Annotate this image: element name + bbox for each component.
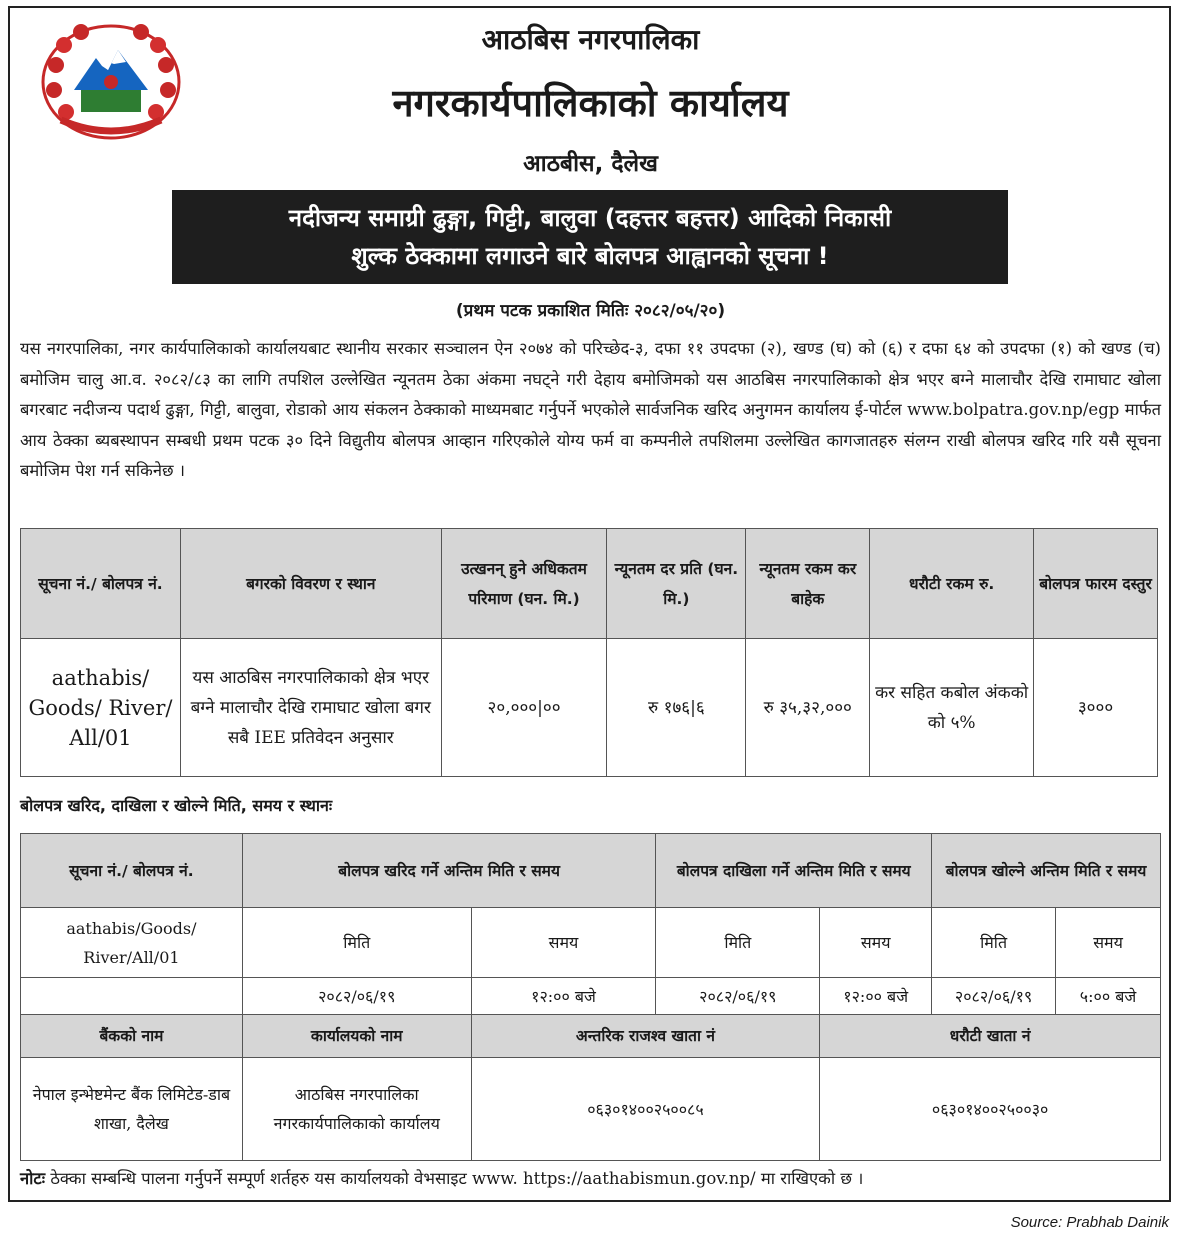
intro-paragraph: यस नगरपालिका, नगर कार्यपालिकाको कार्यालयबाट स्थानीय सरकार सञ्चालन ऐन २०७४ को परिच्छेद-३, दफा ११ उपदफा (२), खण्ड (घ) को (६) र दफा ६४ को उपदफा (१) को खण्ड (च) बमोजिम चालु आ.व. २०८२/८३ का लागि तपशिल उल्लेखित न्यूनतम ठेका अंकमा नघट्ने गरी देहाय बमोजिमको यस आठबिस नगरपालिकाको क्षेत्र भएर बग्ने मालाचौर देखि रामाघाट खोला बगरबाट नदीजन्य पदार्थ ढुङ्गा, गिट्टी, बालुवा, रोडाको आय संकलन ठेक्काको माध्यमबाट गर्नुपर्ने भएकोले सार्वजनिक खरिद अनुगमन कार्यालय ई-पोर्टल www.bolpatra.gov.np/egp मार्फत आय ठेक्का ब्यबस्थापन सम्बधी प्रथम पटक ३० दिने विद्युतीय बोलपत्र आव्हान गरिएकोले योग्य फर्म वा कम्पनीले तपशिलमा उल्लेखित कागजातहरु संलग्न राखी बोलपत्र खरिद गरि यसै सूचना बमोजिम पेश गर्न सकिनेछ । xyxy=(20,339,1161,480)
th-notice-no-2: सूचना नं./ बोलपत्र नं. xyxy=(21,834,243,908)
purchase-date: २०८२/०६/१९ xyxy=(242,978,471,1015)
cell-notice-no: aathabis/ Goods/ River/ All/01 xyxy=(21,639,181,777)
th-description: बगरको विवरण र स्थान xyxy=(180,529,441,639)
cell-min-amount: रु ३५,३२,००० xyxy=(746,639,870,777)
submit-time: १२:०० बजे xyxy=(820,978,932,1015)
cell-notice-no-2: aathabis/Goods/ River/All/01 xyxy=(21,908,243,978)
th-deposit: धरौटी रकम रु. xyxy=(870,529,1034,639)
th-min-amount: न्यूनतम रकम कर बाहेक xyxy=(746,529,870,639)
th-form-fee: बोलपत्र फारम दस्तुर xyxy=(1034,529,1158,639)
note-label: नोटः xyxy=(20,1169,46,1188)
office-title: नगरकार्यपालिकाको कार्यालय xyxy=(392,81,789,125)
cell-empty xyxy=(21,978,243,1015)
schedule-table xyxy=(20,833,1161,1161)
th-notice-no: सूचना नं./ बोलपत्र नं. xyxy=(21,529,181,639)
purchase-time: १२:०० बजे xyxy=(471,978,656,1015)
cell-form-fee: ३००० xyxy=(1034,639,1158,777)
submit-date-label: मिति xyxy=(656,908,820,978)
cell-office: आठबिस नगरपालिका नगरकार्यपालिकाको कार्यालय xyxy=(242,1058,471,1161)
th-deposit-account: धरौटी खाता नं xyxy=(820,1015,1161,1058)
cell-deposit: कर सहित कबोल अंकको को ५% xyxy=(870,639,1034,777)
source-credit: Source: Prabhab Dainik xyxy=(1010,1214,1169,1231)
purchase-time-label: समय xyxy=(471,908,656,978)
submit-date: २०८२/०६/१९ xyxy=(656,978,820,1015)
th-max-quantity: उत्खनन् हुने अधिकतम परिमाण (घन. मि.) xyxy=(441,529,607,639)
th-office: कार्यालयको नाम xyxy=(242,1015,471,1058)
cell-max-quantity: २०,०००|०० xyxy=(441,639,607,777)
footer-note xyxy=(20,1166,1161,1189)
notice-banner xyxy=(172,190,1008,284)
th-min-rate: न्यूनतम दर प्रति (घन. मि.) xyxy=(607,529,746,639)
office-location: आठबीस, दैलेख xyxy=(523,151,658,177)
open-time: ५:०० बजे xyxy=(1056,978,1161,1015)
publication-date: (प्रथम पटक प्रकाशित मितिः २०८२/०५/२०) xyxy=(455,301,726,321)
purchase-date-label: मिति xyxy=(242,908,471,978)
cell-description: यस आठबिस नगरपालिकाको क्षेत्र भएर बग्ने मालाचौर देखि रामाघाट खोला बगर सबै IEE प्रतिवेदन अनुसार xyxy=(180,639,441,777)
th-purchase: बोलपत्र खरिद गर्ने अन्तिम मिति र समय xyxy=(242,834,656,908)
cell-deposit-account: ०६३०१४००२५००३० xyxy=(820,1058,1161,1161)
th-open: बोलपत्र खोल्ने अन्तिम मिति र समय xyxy=(932,834,1161,908)
contract-details-table xyxy=(20,528,1158,777)
note-text: ठेक्का सम्बन्धि पालना गर्नुपर्ने सम्पूर्ण शर्तहरु यस कार्यालयको वेभसाइट www. https://aathabismun.gov.np/ मा राखिएको छ । xyxy=(50,1169,864,1188)
open-date-label: मिति xyxy=(932,908,1056,978)
th-submit: बोलपत्र दाखिला गर्ने अन्तिम मिति र समय xyxy=(656,834,932,908)
open-time-label: समय xyxy=(1056,908,1161,978)
banner-line-1: नदीजन्य समाग्री ढुङ्गा, गिट्टी, बालुवा (दहत्तर बहत्तर) आदिको निकासी xyxy=(288,204,892,232)
th-bank: बैंकको नाम xyxy=(21,1015,243,1058)
th-revenue-account: अन्तरिक राजश्व खाता नं xyxy=(471,1015,820,1058)
cell-bank: नेपाल इन्भेष्टमेन्ट बैंक लिमिटेड-डाब शाखा, दैलेख xyxy=(21,1058,243,1161)
banner-line-2: शुल्क ठेक्कामा लगाउने बारे बोलपत्र आह्वानको सूचना ! xyxy=(351,242,829,270)
submit-time-label: समय xyxy=(820,908,932,978)
cell-min-rate: रु १७६|६ xyxy=(607,639,746,777)
cell-revenue-account: ०६३०१४००२५००८५ xyxy=(471,1058,820,1161)
open-date: २०८२/०६/१९ xyxy=(932,978,1056,1015)
section-title: बोलपत्र खरिद, दाखिला र खोल्ने मिति, समय र स्थानः xyxy=(20,796,333,815)
municipality-name: आठबिस नगरपालिका xyxy=(481,23,700,56)
